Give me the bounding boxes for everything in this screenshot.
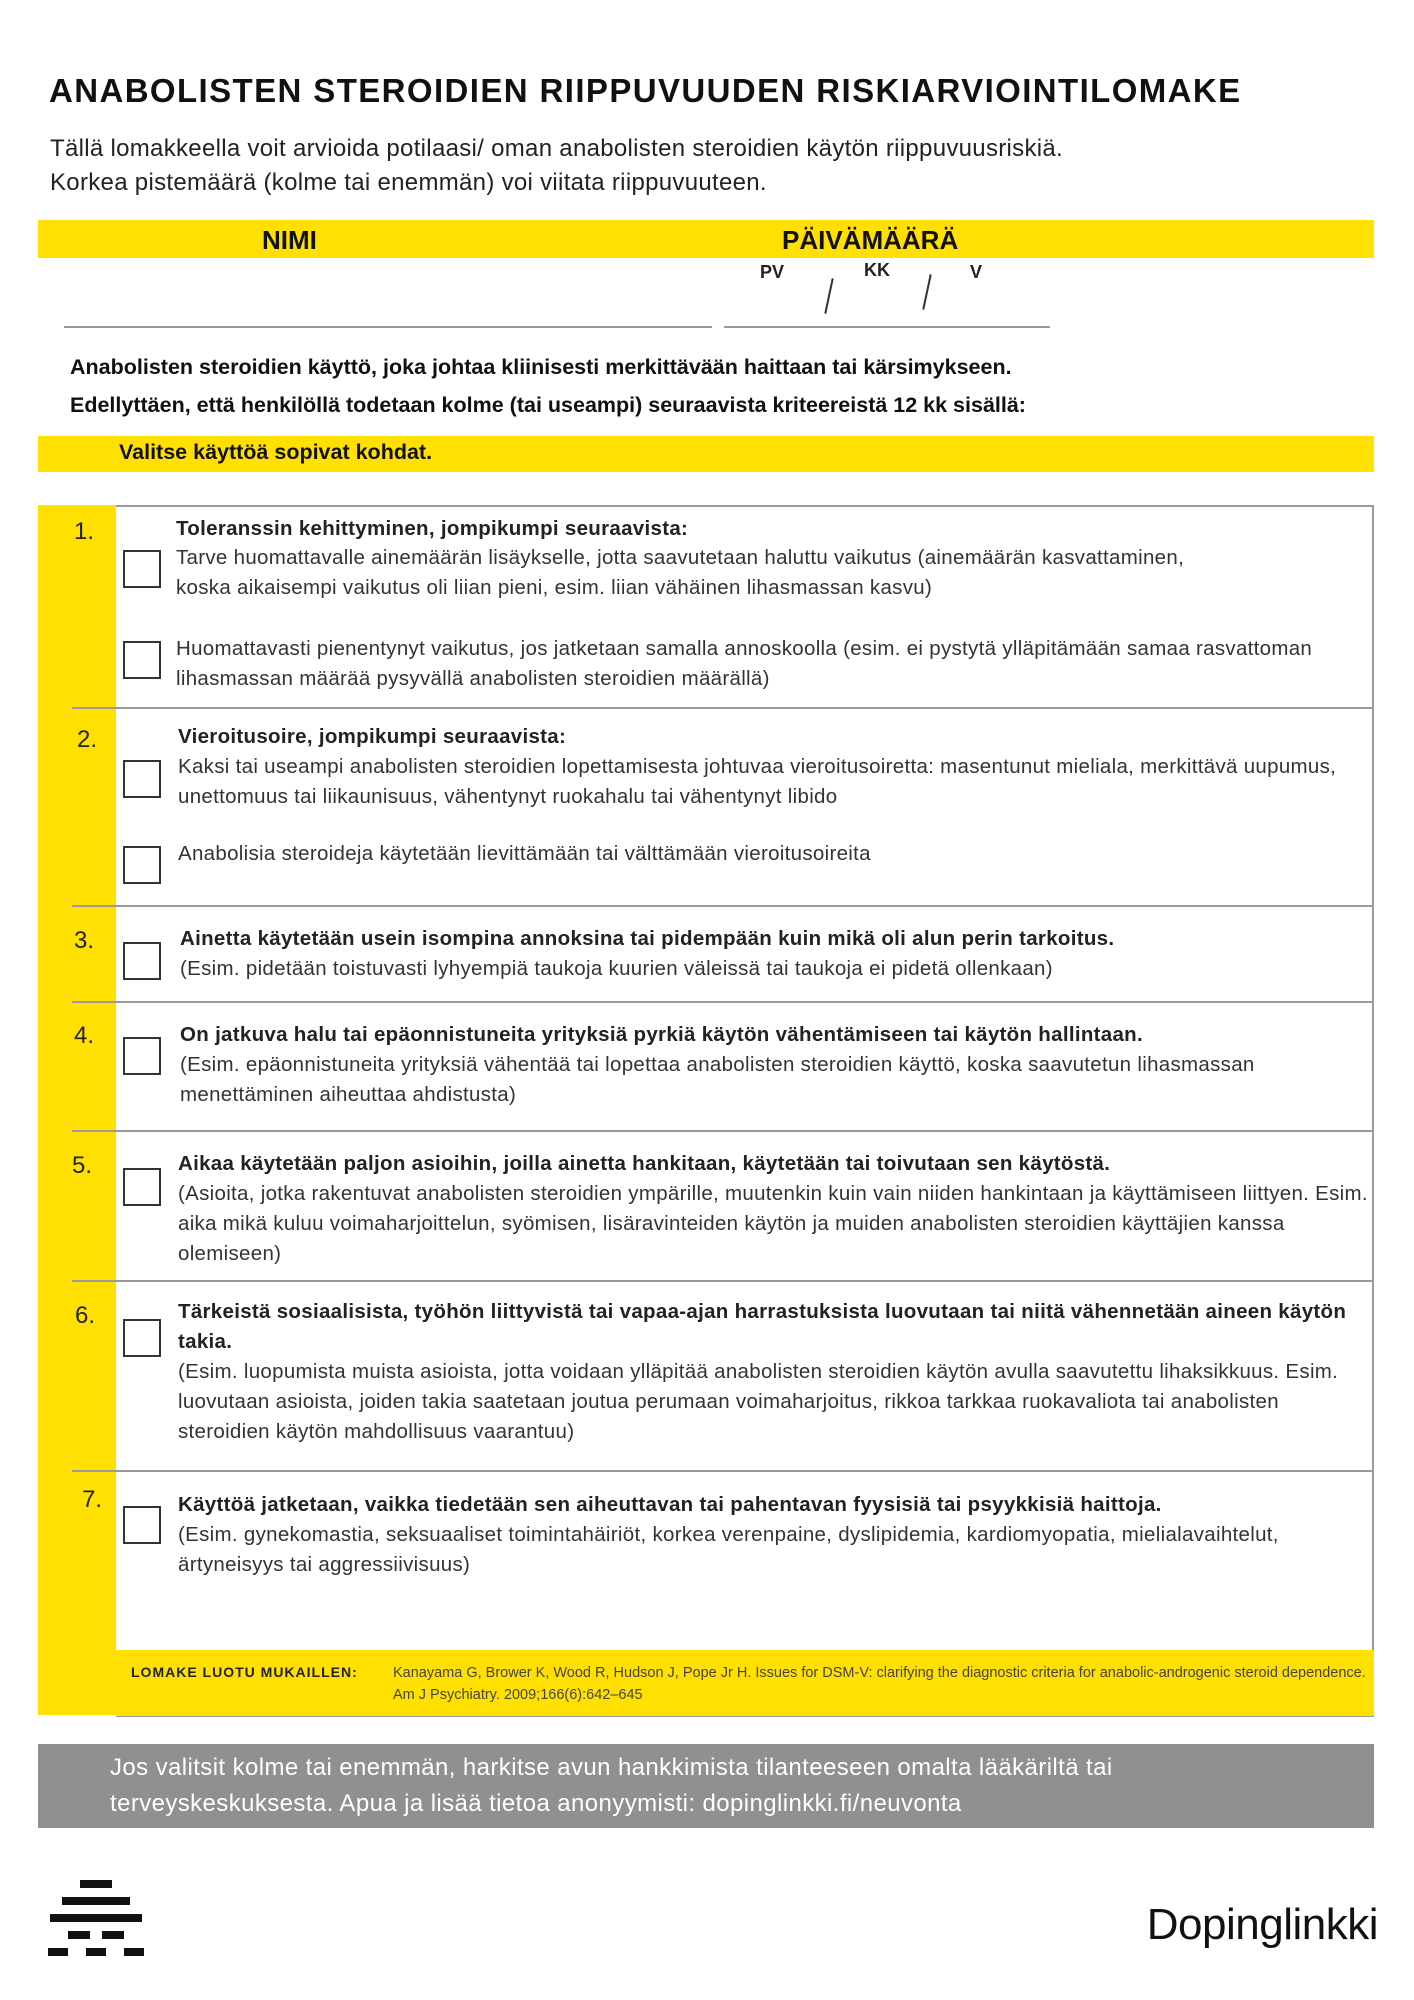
item-number-7: 7. <box>82 1486 103 1513</box>
intro-text <box>50 132 1063 200</box>
item-5-text <box>178 1149 1368 1269</box>
brand-name: Dopinglinkki <box>1146 1900 1378 1949</box>
item-4-detail: (Esim. epäonnistuneita yrityksiä vähentää tai lopettaa anabolisten steroidien käyttö, koska saavutetun lihasmassan menettäminen aiheuttaa ahdistusta) <box>180 1053 1255 1106</box>
item-1-option-b: Huomattavasti pienentynyt vaikutus, jos jatketaan samalla annoskoolla (esim. ei pystytä ylläpitämään samaa rasvattoman lihasmassan määrää pysyvällä anabolisten steroidien määrällä) <box>176 637 1313 690</box>
item-number-5: 5. <box>72 1152 93 1179</box>
item-1-option-a: Tarve huomattavalle ainemäärän lisäykselle, jotta saavutetaan haluttu vaikutus (ainemäärän kasvattaminen, koska aikaisempi vaikutus oli liian pieni, esim. liian vähäinen lihasmassan kasvu) <box>176 546 1185 599</box>
checkbox-5[interactable] <box>123 1168 161 1206</box>
row-divider <box>72 1130 1374 1132</box>
criteria-intro-line-1: Anabolisten steroidien käyttö, joka johtaa kliinisesti merkittävään haittaan tai kärsimykseen. <box>70 355 1012 379</box>
footer-line-1: Jos valitsit kolme tai enemmän, harkitse avun hankkimista tilanteeseen omalta lääkäriltä tai <box>110 1754 1113 1781</box>
item-2-heading: Vieroitusoire, jompikumpi seuraavista: <box>178 725 567 748</box>
item-6-detail: (Esim. luopumista muista asioista, jotta voidaan ylläpitää anabolisten steroidien käytön avulla saavutettu lihaksikkuus. Esim. luovutaan asioista, joiden takia saatetaan joutua perumaan voimaharjoitus, rikkoa tarkkaa ruokavaliota tai anabolisten steroidien käytön mahdollisuus vaarantuu) <box>178 1360 1339 1443</box>
checkbox-3[interactable] <box>123 942 161 980</box>
date-field[interactable] <box>724 326 1050 328</box>
row-divider <box>72 1001 1374 1003</box>
footer-line-2: terveyskeskuksesta. Apua ja lisää tietoa anonyymisti: dopinglinkki.fi/neuvonta <box>110 1790 962 1817</box>
intro-line-1: Tällä lomakkeella voit arvioida potilaasi/ oman anabolisten steroidien käytön riippuvuusriskiä. <box>50 135 1064 162</box>
citation-label: LOMAKE LUOTU MUKAILLEN: <box>131 1664 358 1680</box>
item-4-text <box>180 1020 1360 1110</box>
name-label: NIMI <box>262 225 317 255</box>
item-3-heading: Ainetta käytetään usein isompina annoksina tai pidempään kuin mikä oli alun perin tarkoitus. <box>180 927 1115 950</box>
item-number-1: 1. <box>74 518 95 545</box>
checkbox-2b[interactable] <box>123 846 161 884</box>
criteria-intro-line-2: Edellyttäen, että henkilöllä todetaan kolme (tai useampi) seuraavista kriteereistä 12 kk sisällä: <box>70 393 1026 417</box>
item-number-3: 3. <box>74 927 95 954</box>
checkbox-1a[interactable] <box>123 550 161 588</box>
item-7-detail: (Esim. gynekomastia, seksuaaliset toimintahäiriöt, korkea verenpaine, dyslipidemia, kardiomyopatia, mielialavaihtelut, ärtyneisyys tai aggressiivisuus) <box>178 1523 1279 1576</box>
header-bar <box>38 220 1374 258</box>
item-3-text <box>180 924 1360 984</box>
item-5-heading: Aikaa käytetään paljon asioihin, joilla ainetta hankitaan, käytetään tai toivutaan sen käytöstä. <box>178 1152 1111 1175</box>
item-4-heading: On jatkuva halu tai epäonnistuneita yrityksiä pyrkiä käytön vähentämiseen tai käytön hallintaan. <box>180 1023 1143 1046</box>
footer-text <box>110 1750 1360 1822</box>
day-label: PV <box>760 262 785 282</box>
row-divider <box>72 1280 1374 1282</box>
row-divider <box>72 905 1374 907</box>
date-separator-2 <box>922 274 931 310</box>
page-title: ANABOLISTEN STEROIDIEN RIIPPUVUUDEN RISKIARVIOINTILOMAKE <box>49 72 1242 109</box>
item-5-detail: (Asioita, jotka rakentuvat anabolisten steroidien ympärille, muutenkin kuin vain niiden hankintaan ja käyttämiseen liittyen. Esim. aika mikä kuluu voimaharjoittelun, syömisen, lisäravinteiden käytön ja muiden anabolisten steroidien käyttäjien kanssa olemiseen) <box>178 1182 1368 1265</box>
item-7-heading: Käyttöä jatketaan, vaikka tiedetään sen aiheuttavan tai pahentavan fyysisiä tai psyykkisiä haittoja. <box>178 1493 1162 1516</box>
item-1-heading: Toleranssin kehittyminen, jompikumpi seuraavista: <box>176 517 689 540</box>
select-prompt: Valitse käyttöä sopivat kohdat. <box>119 440 433 464</box>
dopinglinkki-logo-icon <box>48 1880 144 1960</box>
checkbox-1b[interactable] <box>123 641 161 679</box>
item-number-4: 4. <box>74 1022 95 1049</box>
item-2-option-b: Anabolisia steroideja käytetään lievittämään tai välttämään vieroitusoireita <box>178 842 871 865</box>
row-divider <box>72 1470 1374 1472</box>
row-divider <box>72 707 1374 709</box>
item-7-text <box>178 1490 1358 1580</box>
item-number-2: 2. <box>77 726 98 753</box>
checklist-sidebar <box>38 505 116 1715</box>
date-label: PÄIVÄMÄÄRÄ <box>782 225 959 255</box>
date-separator-1 <box>824 278 833 314</box>
intro-line-2: Korkea pistemäärä (kolme tai enemmän) voi viitata riippuvuuteen. <box>50 169 767 196</box>
citation-text: Kanayama G, Brower K, Wood R, Hudson J, Pope Jr H. Issues for DSM-V: clarifying the diagnostic criteria for anabolic-androgenic steroid dependence. Am J Psychiatry. 2009;166(6):642–645 <box>393 1665 1366 1703</box>
item-6-heading: Tärkeistä sosiaalisista, työhön liittyvistä tai vapaa-ajan harrastuksista luovutaan tai niitä vähennetään aineen käytön takia. <box>178 1300 1347 1353</box>
checkbox-7[interactable] <box>123 1506 161 1544</box>
checkbox-4[interactable] <box>123 1037 161 1075</box>
year-label: V <box>970 262 983 282</box>
month-label: KK <box>864 260 890 280</box>
criteria-intro <box>70 348 1026 424</box>
checkbox-6[interactable] <box>123 1319 161 1357</box>
item-number-6: 6. <box>75 1302 96 1329</box>
item-2-option-a: Kaksi tai useampi anabolisten steroidien lopettamisesta johtuvaa vieroitusoiretta: masentunut mieliala, merkittävä uupumus, unettomuus tai liikaunisuus, vähentynyt ruokahalu tai vähentynyt libido <box>178 755 1337 808</box>
item-6-text <box>178 1297 1358 1447</box>
name-field[interactable] <box>64 326 712 328</box>
item-3-detail: (Esim. pidetään toistuvasti lyhyempiä taukoja kuurien väleissä tai taukoja ei pidetä ollenkaan) <box>180 957 1053 980</box>
checkbox-2a[interactable] <box>123 760 161 798</box>
